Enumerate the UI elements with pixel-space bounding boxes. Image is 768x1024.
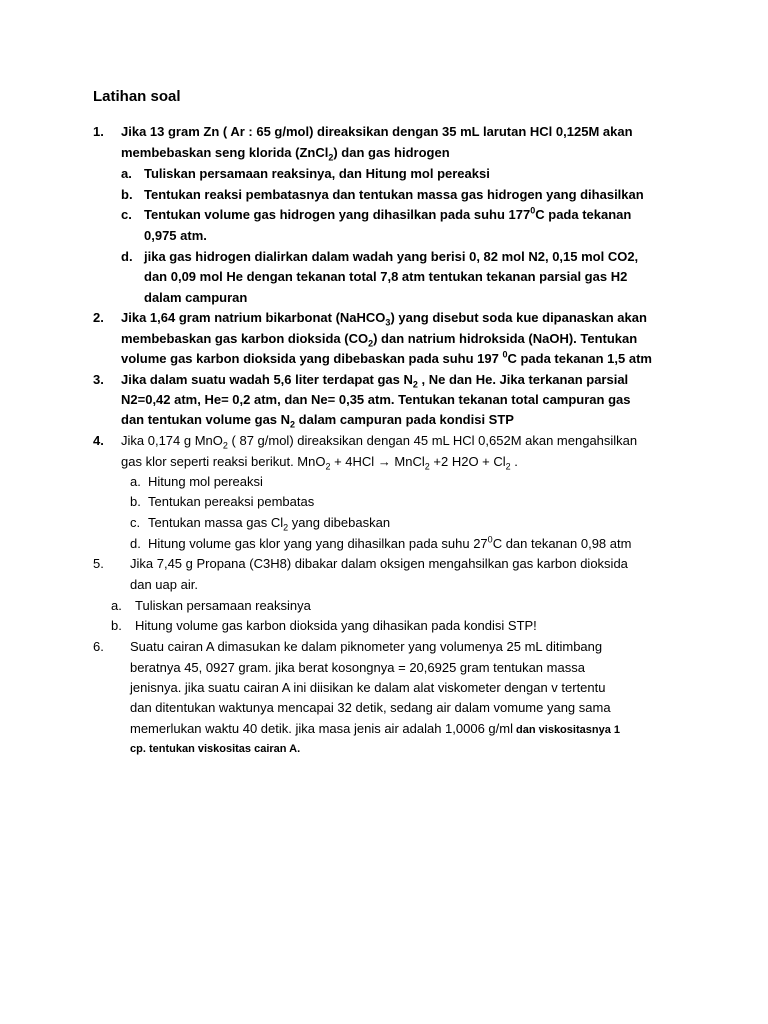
q4-line-2-text-c: MnCl [390, 454, 425, 469]
q5-a-text: Tuliskan persamaan reaksinya [135, 598, 311, 613]
q3-line-2: N2=0,42 atm, He= 0,2 atm, dan Ne= 0,35 atm. Tentukan tekanan total campuran gas [121, 392, 631, 407]
q4-b-text: Tentukan pereaksi pembatas [148, 494, 315, 509]
q4-line-2-text-d: +2 H2O + Cl [429, 454, 506, 469]
q4-line-1-text: Jika 0,174 g MnO [121, 433, 223, 448]
q5-line-2: dan uap air. [130, 577, 198, 592]
q4-d-label: d. [130, 536, 141, 551]
q4-line-1-text-b: ( 87 g/mol) direaksikan dengan 45 mL HCl 0,652M akan mengahsilkan [227, 433, 638, 448]
q2-line-1-text: Jika 1,64 gram natrium bikarbonat (NaHCO [121, 310, 386, 325]
q4-d-sup: 0 [487, 534, 493, 545]
q4-c-text-b: yang dibebaskan [288, 515, 391, 530]
q1-c-line-2: 0,975 atm. [144, 228, 207, 243]
right-arrow-icon: → [377, 454, 391, 469]
q1-c-line-1-sup: 0 [530, 205, 536, 216]
q1-b-label: b. [121, 187, 133, 202]
q1-line-2-sub: 2 [328, 152, 334, 163]
q1-b-text: Tentukan reaksi pembatasnya dan tentukan massa gas hidrogen yang dihasilkan [144, 187, 644, 202]
q1-line-2 [121, 143, 450, 163]
q2-line-3-text-b: C pada tekanan 1,5 atm [507, 351, 652, 366]
q4-a-text: Hitung mol pereaksi [148, 474, 263, 489]
q1-line-1: Jika 13 gram Zn ( Ar : 65 g/mol) direaksikan dengan 35 mL larutan HCl 0,125M akan [121, 124, 633, 139]
q1-number: 1. [93, 124, 104, 139]
q2-line-2-text: membebaskan gas karbon dioksida (CO [121, 331, 369, 346]
q3-line-3 [121, 410, 514, 430]
q4-line-2-sub-3: 2 [505, 461, 511, 472]
q2-line-2-sub: 2 [368, 338, 374, 349]
q3-line-3-sub: 2 [290, 419, 296, 430]
q2-line-1 [121, 308, 647, 328]
q4-d-text-b: C dan tekanan 0,98 atm [492, 536, 632, 551]
q2-line-3-text: volume gas karbon dioksida yang dibebaskan pada suhu 197 [121, 351, 503, 366]
q6-line-5 [130, 719, 620, 740]
q1-a-text: Tuliskan persamaan reaksinya, dan Hitung mol pereaksi [144, 166, 490, 181]
q1-line-2-text: membebaskan seng klorida (ZnCl [121, 145, 329, 160]
q1-d-line-1: jika gas hidrogen dialirkan dalam wadah yang berisi 0, 82 mol N2, 0,15 mol CO2, [144, 249, 639, 264]
q4-line-2-text-b: + 4HCl [330, 454, 378, 469]
page-title: Latihan soal [93, 88, 181, 105]
q1-d-label: d. [121, 249, 133, 264]
q1-c-line-1-text: Tentukan volume gas hidrogen yang dihasilkan pada suhu 177 [144, 207, 531, 222]
q2-line-1-sub: 3 [385, 317, 391, 328]
q6-line-5-text-b: dan viskositasnya 1 [512, 724, 620, 736]
q4-d-text [148, 534, 631, 554]
q4-c-label: c. [130, 515, 141, 530]
q6-line-4: dan ditentukan waktunya mencapai 32 detik, sedang air dalam vomume yang sama [130, 700, 611, 715]
q1-c-label: c. [121, 207, 132, 222]
q6-line-3: jenisnya. jika suatu cairan A ini diisikan ke dalam alat viskometer dengan v tertentu [130, 680, 606, 695]
q4-line-2-sub-1: 2 [325, 461, 331, 472]
q4-a-label: a. [130, 474, 141, 489]
q1-d-line-3: dalam campuran [144, 290, 248, 305]
q2-number: 2. [93, 310, 104, 325]
q1-a-label: a. [121, 166, 132, 181]
q4-line-2-text: gas klor seperti reaksi berikut. MnO [121, 454, 326, 469]
q6-line-6: cp. tentukan viskositas cairan A. [130, 743, 301, 755]
q3-line-3-text: dan tentukan volume gas N [121, 412, 291, 427]
q6-line-5-text: memerlukan waktu 40 detik. jika masa jenis air adalah 1,0006 g/ml [130, 721, 513, 736]
q3-line-1-text: Jika dalam suatu wadah 5,6 liter terdapat gas N [121, 372, 413, 387]
q3-line-1-sub: 2 [412, 379, 418, 390]
q2-line-1-text-b: ) yang disebut soda kue dipanaskan akan [390, 310, 647, 325]
q6-line-2: beratnya 45, 0927 gram. jika berat kosongnya = 20,6925 gram tentukan massa [130, 660, 585, 675]
q4-d-text-a: Hitung volume gas klor yang yang dihasilkan pada suhu 27 [148, 536, 488, 551]
q5-number: 5. [93, 556, 104, 571]
q5-a-label: a. [111, 598, 122, 613]
q5-line-1: Jika 7,45 g Propana (C3H8) dibakar dalam oksigen mengahsilkan gas karbon dioksida [130, 556, 628, 571]
q1-c-line-1 [144, 205, 631, 225]
q4-c-sub: 2 [283, 522, 289, 533]
q6-line-1: Suatu cairan A dimasukan ke dalam piknometer yang volumenya 25 mL ditimbang [130, 639, 603, 654]
q4-line-1 [121, 431, 637, 451]
q2-line-2 [121, 329, 637, 349]
q1-c-line-1-text-b: C pada tekanan [535, 207, 632, 222]
q4-c-text-a: Tentukan massa gas Cl [148, 515, 284, 530]
q2-line-2-text-b: ) dan natrium hidroksida (NaOH). Tentukan [373, 331, 638, 346]
q3-line-1-text-b: , Ne dan He. Jika terkanan parsial [417, 372, 629, 387]
q1-d-line-2: dan 0,09 mol He dengan tekanan total 7,8 atm tentukan tekanan parsial gas H2 [144, 269, 628, 284]
q6-number: 6. [93, 639, 104, 654]
q4-number: 4. [93, 433, 104, 448]
q5-b-label: b. [111, 618, 122, 633]
q3-line-3-text-b: dalam campuran pada kondisi STP [295, 412, 514, 427]
q4-line-2-text-e: . [510, 454, 518, 469]
q2-line-3-sup: 0 [502, 349, 508, 360]
q4-c-text [148, 513, 390, 533]
q4-b-label: b. [130, 494, 141, 509]
q5-b-text: Hitung volume gas karbon dioksida yang dihasikan pada kondisi STP! [135, 618, 537, 633]
q3-number: 3. [93, 372, 104, 387]
q2-line-3 [121, 349, 652, 369]
q4-line-2-sub-2: 2 [424, 461, 430, 472]
q4-line-2 [121, 452, 518, 472]
q3-line-1 [121, 370, 628, 390]
q4-line-1-sub: 2 [222, 440, 228, 451]
q1-line-2-text-b: ) dan gas hidrogen [333, 145, 450, 160]
